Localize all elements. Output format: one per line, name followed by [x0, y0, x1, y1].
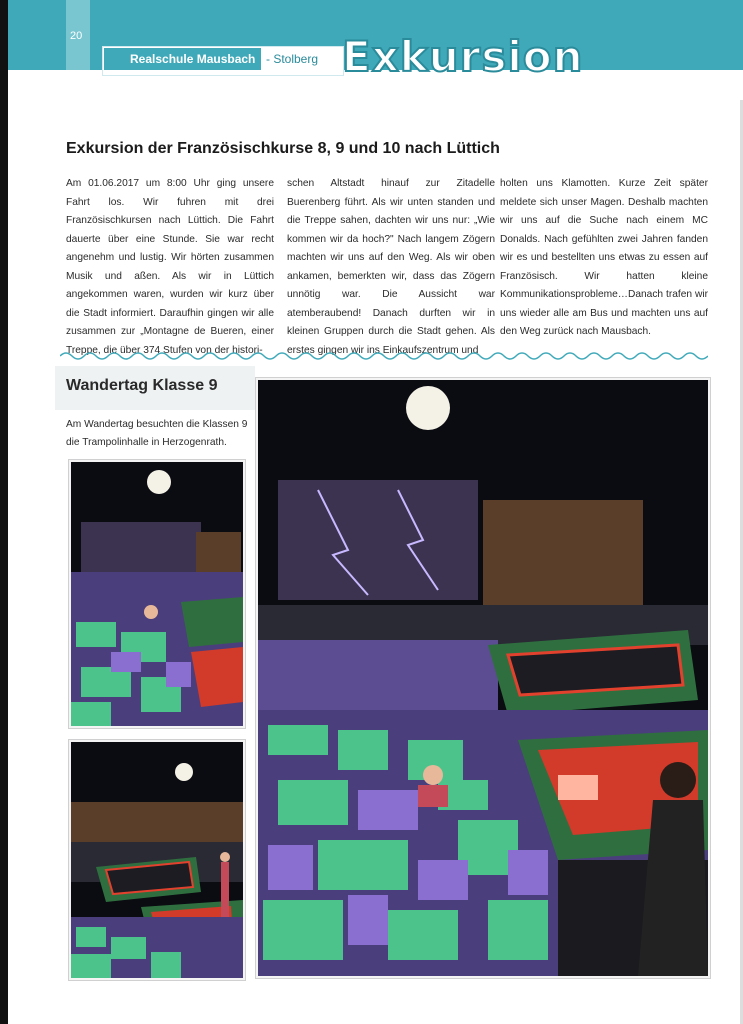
ceiling-light — [147, 470, 171, 494]
school-city: - Stolberg — [266, 52, 319, 66]
article-column-3: holten uns Klamotten. Kurze Zeit später meldete sich unser Magen. Deshalb machten wir uns auf die Suche nach einem MC Donalds. Nach gefühlten zwei Jahren fanden wir es und bestellten uns etwas zu essen auf Französisch. Wir hatten kleine Kommunikationsprobleme…Danach trafen wir uns wieder alle am Bus und machten uns auf den Weg zurück nach Mausbach. — [500, 178, 708, 337]
page-number: 20 — [70, 30, 83, 42]
article-title: Exkursion der Französischkurse 8, 9 und 10 nach Lüttich — [66, 140, 500, 157]
article-column-1: Am 01.06.2017 um 8:00 Uhr ging unsere Fahrt los. Wir fuhren mit drei Französischkursen nach Lüttich. Die Fahrt dauerte über eine Stunde. Sie war recht angenehm und lustig. Wir hörten zusammen Musik und aßen. Als wir in Lüttich angekommen waren, wurden wir kurz über die Stadt informiert. Daraufhin gingen wir alle zusammen zur „Montagne de Bueren, einer Treppe, die über 374 Stufen von der histori- — [66, 178, 274, 356]
photo-trampoline-foam-pit-small — [69, 460, 245, 728]
wandertag-title: Wandertag Klasse 9 — [66, 377, 218, 394]
photo-trampoline-foam-pit-large — [256, 378, 710, 978]
page-binding-edge — [0, 0, 8, 1024]
photo-trampoline-hall-overview — [69, 740, 245, 980]
section-title: Exkursion — [342, 32, 584, 81]
wave-divider — [60, 350, 708, 362]
article-column-2: schen Altstadt hinauf zur Zitadelle Buerenberg führt. Als wir unten standen und die Treppe sahen, dachten wir uns nur: „Wie kommen wir da hoch?" Nach langem Zögern machten wir uns auf den Weg. Als wir oben ankamen, bemerkten wir, dass das Zögern unnötig war. Die Aussicht war atemberaubend! Danach durften wir in kleinen Gruppen durch die Stadt gehen. Als erstes gingen wir ins Einkaufszentrum und — [287, 178, 495, 356]
ceiling-light — [406, 386, 450, 430]
school-name: Realschule Mausbach — [104, 48, 261, 70]
ceiling-light — [175, 763, 193, 781]
wandertag-text: Am Wandertag besuchten die Klassen 9 die Trampolinhalle in Herzogenrath. — [66, 419, 248, 448]
